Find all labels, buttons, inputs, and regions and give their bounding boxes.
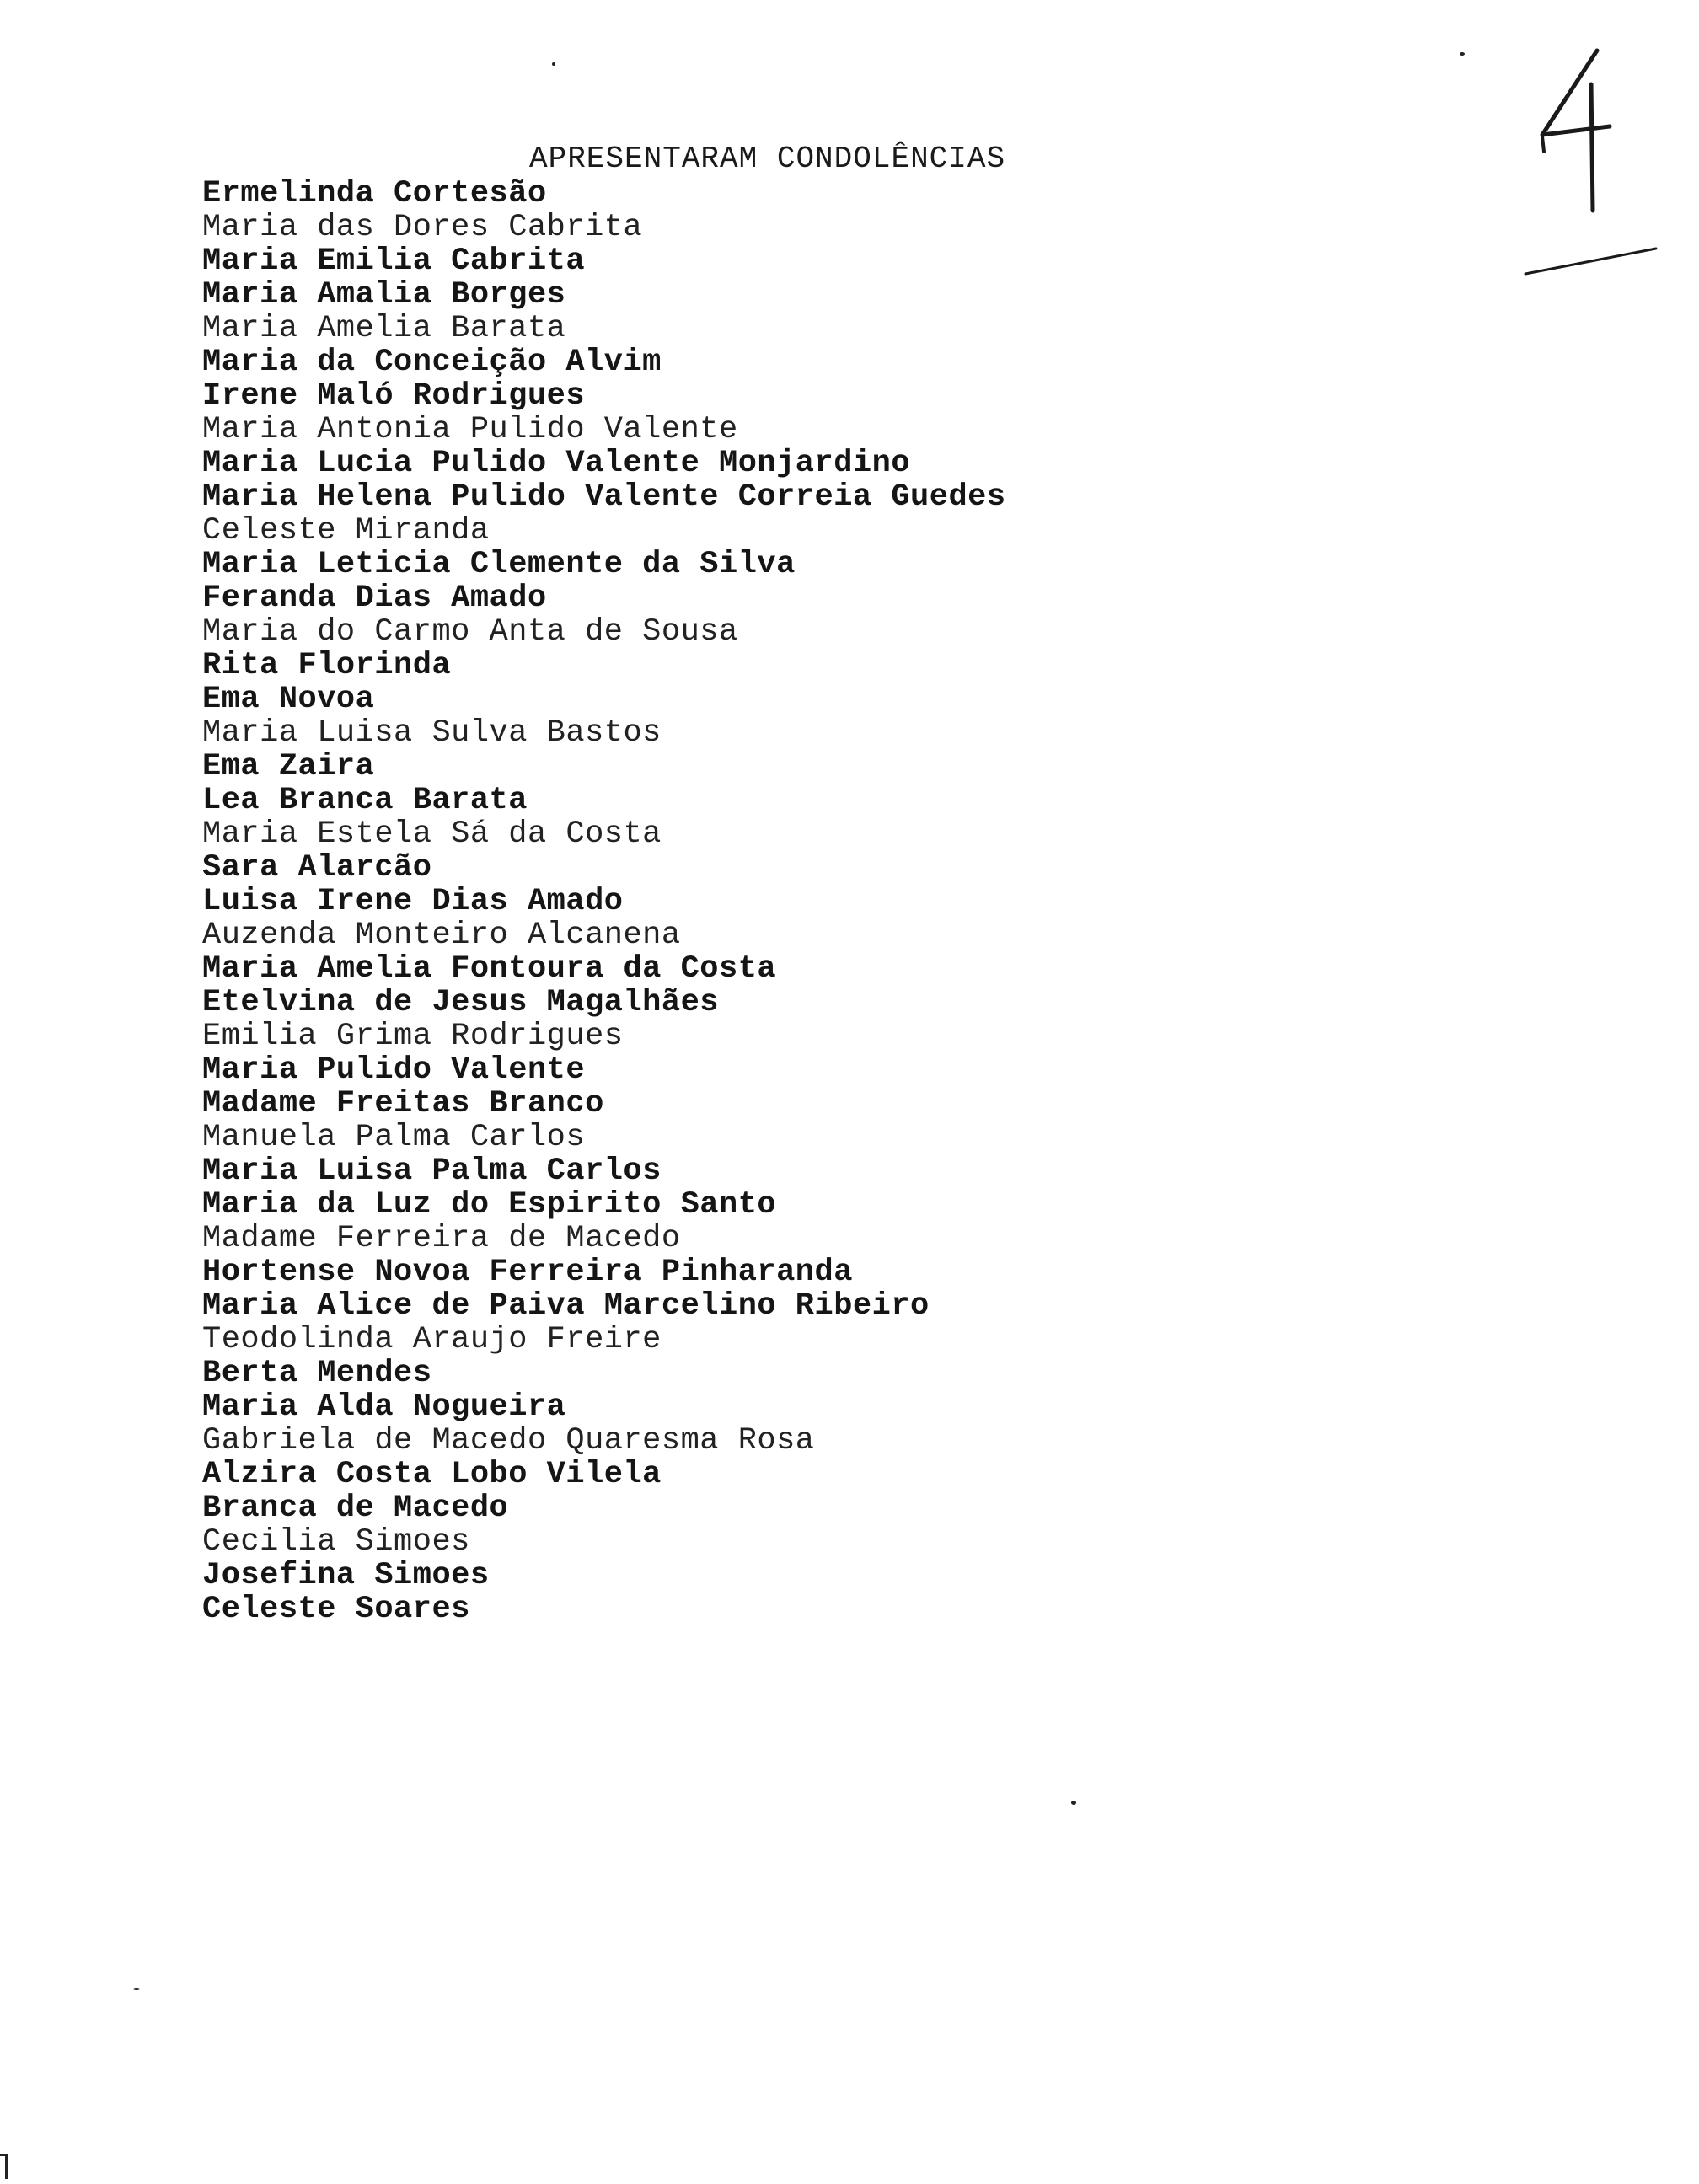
scan-speck — [1071, 1801, 1076, 1805]
name-entry: Maria Leticia Clemente da Silva — [202, 547, 796, 582]
name-entry: Etelvina de Jesus Magalhães — [202, 985, 719, 1020]
name-entry: Maria Lucia Pulido Valente Monjardino — [202, 446, 911, 481]
name-entry: Rita Florinda — [202, 648, 452, 683]
handwritten-page-number — [1509, 34, 1660, 286]
name-entry: Maria Luisa Palma Carlos — [202, 1154, 662, 1189]
condolence-names-list — [202, 177, 1006, 1626]
name-entry: Manuela Palma Carlos — [202, 1120, 586, 1155]
name-entry: Maria Luisa Sulva Bastos — [202, 715, 662, 751]
name-entry: Maria Estela Sá da Costa — [202, 816, 662, 852]
name-entry: Celeste Soares — [202, 1592, 470, 1627]
document-title: APRESENTARAM CONDOLÊNCIAS — [529, 142, 1006, 176]
name-entry: Maria da Conceição Alvim — [202, 345, 662, 380]
name-entry: Ermelinda Cortesão — [202, 176, 547, 211]
name-entry: Celeste Miranda — [202, 513, 490, 549]
scan-speck — [552, 62, 555, 66]
name-entry: Maria da Luz do Espirito Santo — [202, 1187, 777, 1223]
name-entry: Luisa Irene Dias Amado — [202, 884, 624, 919]
name-entry: Maria Alice de Paiva Marcelino Ribeiro — [202, 1288, 930, 1324]
name-entry: Gabriela de Macedo Quaresma Rosa — [202, 1423, 815, 1459]
name-entry: Madame Freitas Branco — [202, 1086, 604, 1121]
name-entry: Cecilia Simoes — [202, 1524, 470, 1560]
name-entry: Maria Amelia Fontoura da Costa — [202, 951, 777, 987]
name-entry: Auzenda Monteiro Alcanena — [202, 918, 681, 953]
name-entry: Irene Maló Rodrigues — [202, 378, 586, 414]
name-entry: Maria Emilia Cabrita — [202, 244, 586, 279]
name-entry: Madame Ferreira de Macedo — [202, 1221, 681, 1256]
name-entry: Berta Mendes — [202, 1356, 432, 1391]
scan-speck — [1460, 52, 1465, 56]
name-entry: Maria das Dores Cabrita — [202, 210, 643, 245]
name-entry: Alzira Costa Lobo Vilela — [202, 1457, 662, 1492]
name-entry: Maria Amelia Barata — [202, 311, 566, 346]
name-entry: Ema Novoa — [202, 682, 375, 717]
name-entry: Hortense Novoa Ferreira Pinharanda — [202, 1255, 853, 1290]
name-entry: Maria Pulido Valente — [202, 1052, 586, 1088]
name-entry: Emilia Grima Rodrigues — [202, 1019, 624, 1054]
name-entry: Maria Antonia Pulido Valente — [202, 412, 738, 447]
name-entry: Maria do Carmo Anta de Sousa — [202, 614, 738, 650]
scan-speck — [5, 2154, 8, 2179]
name-entry: Josefina Simoes — [202, 1558, 490, 1593]
name-entry: Lea Branca Barata — [202, 783, 528, 818]
name-entry: Feranda Dias Amado — [202, 581, 547, 616]
scan-speck — [133, 1988, 140, 1990]
name-entry: Maria Alda Nogueira — [202, 1389, 566, 1425]
name-entry: Sara Alarcão — [202, 850, 432, 886]
name-entry: Teodolinda Araujo Freire — [202, 1322, 662, 1357]
name-entry: Maria Amalia Borges — [202, 277, 566, 313]
name-entry: Ema Zaira — [202, 749, 375, 784]
name-entry: Maria Helena Pulido Valente Correia Guedes — [202, 479, 1006, 515]
name-entry: Branca de Macedo — [202, 1491, 509, 1526]
